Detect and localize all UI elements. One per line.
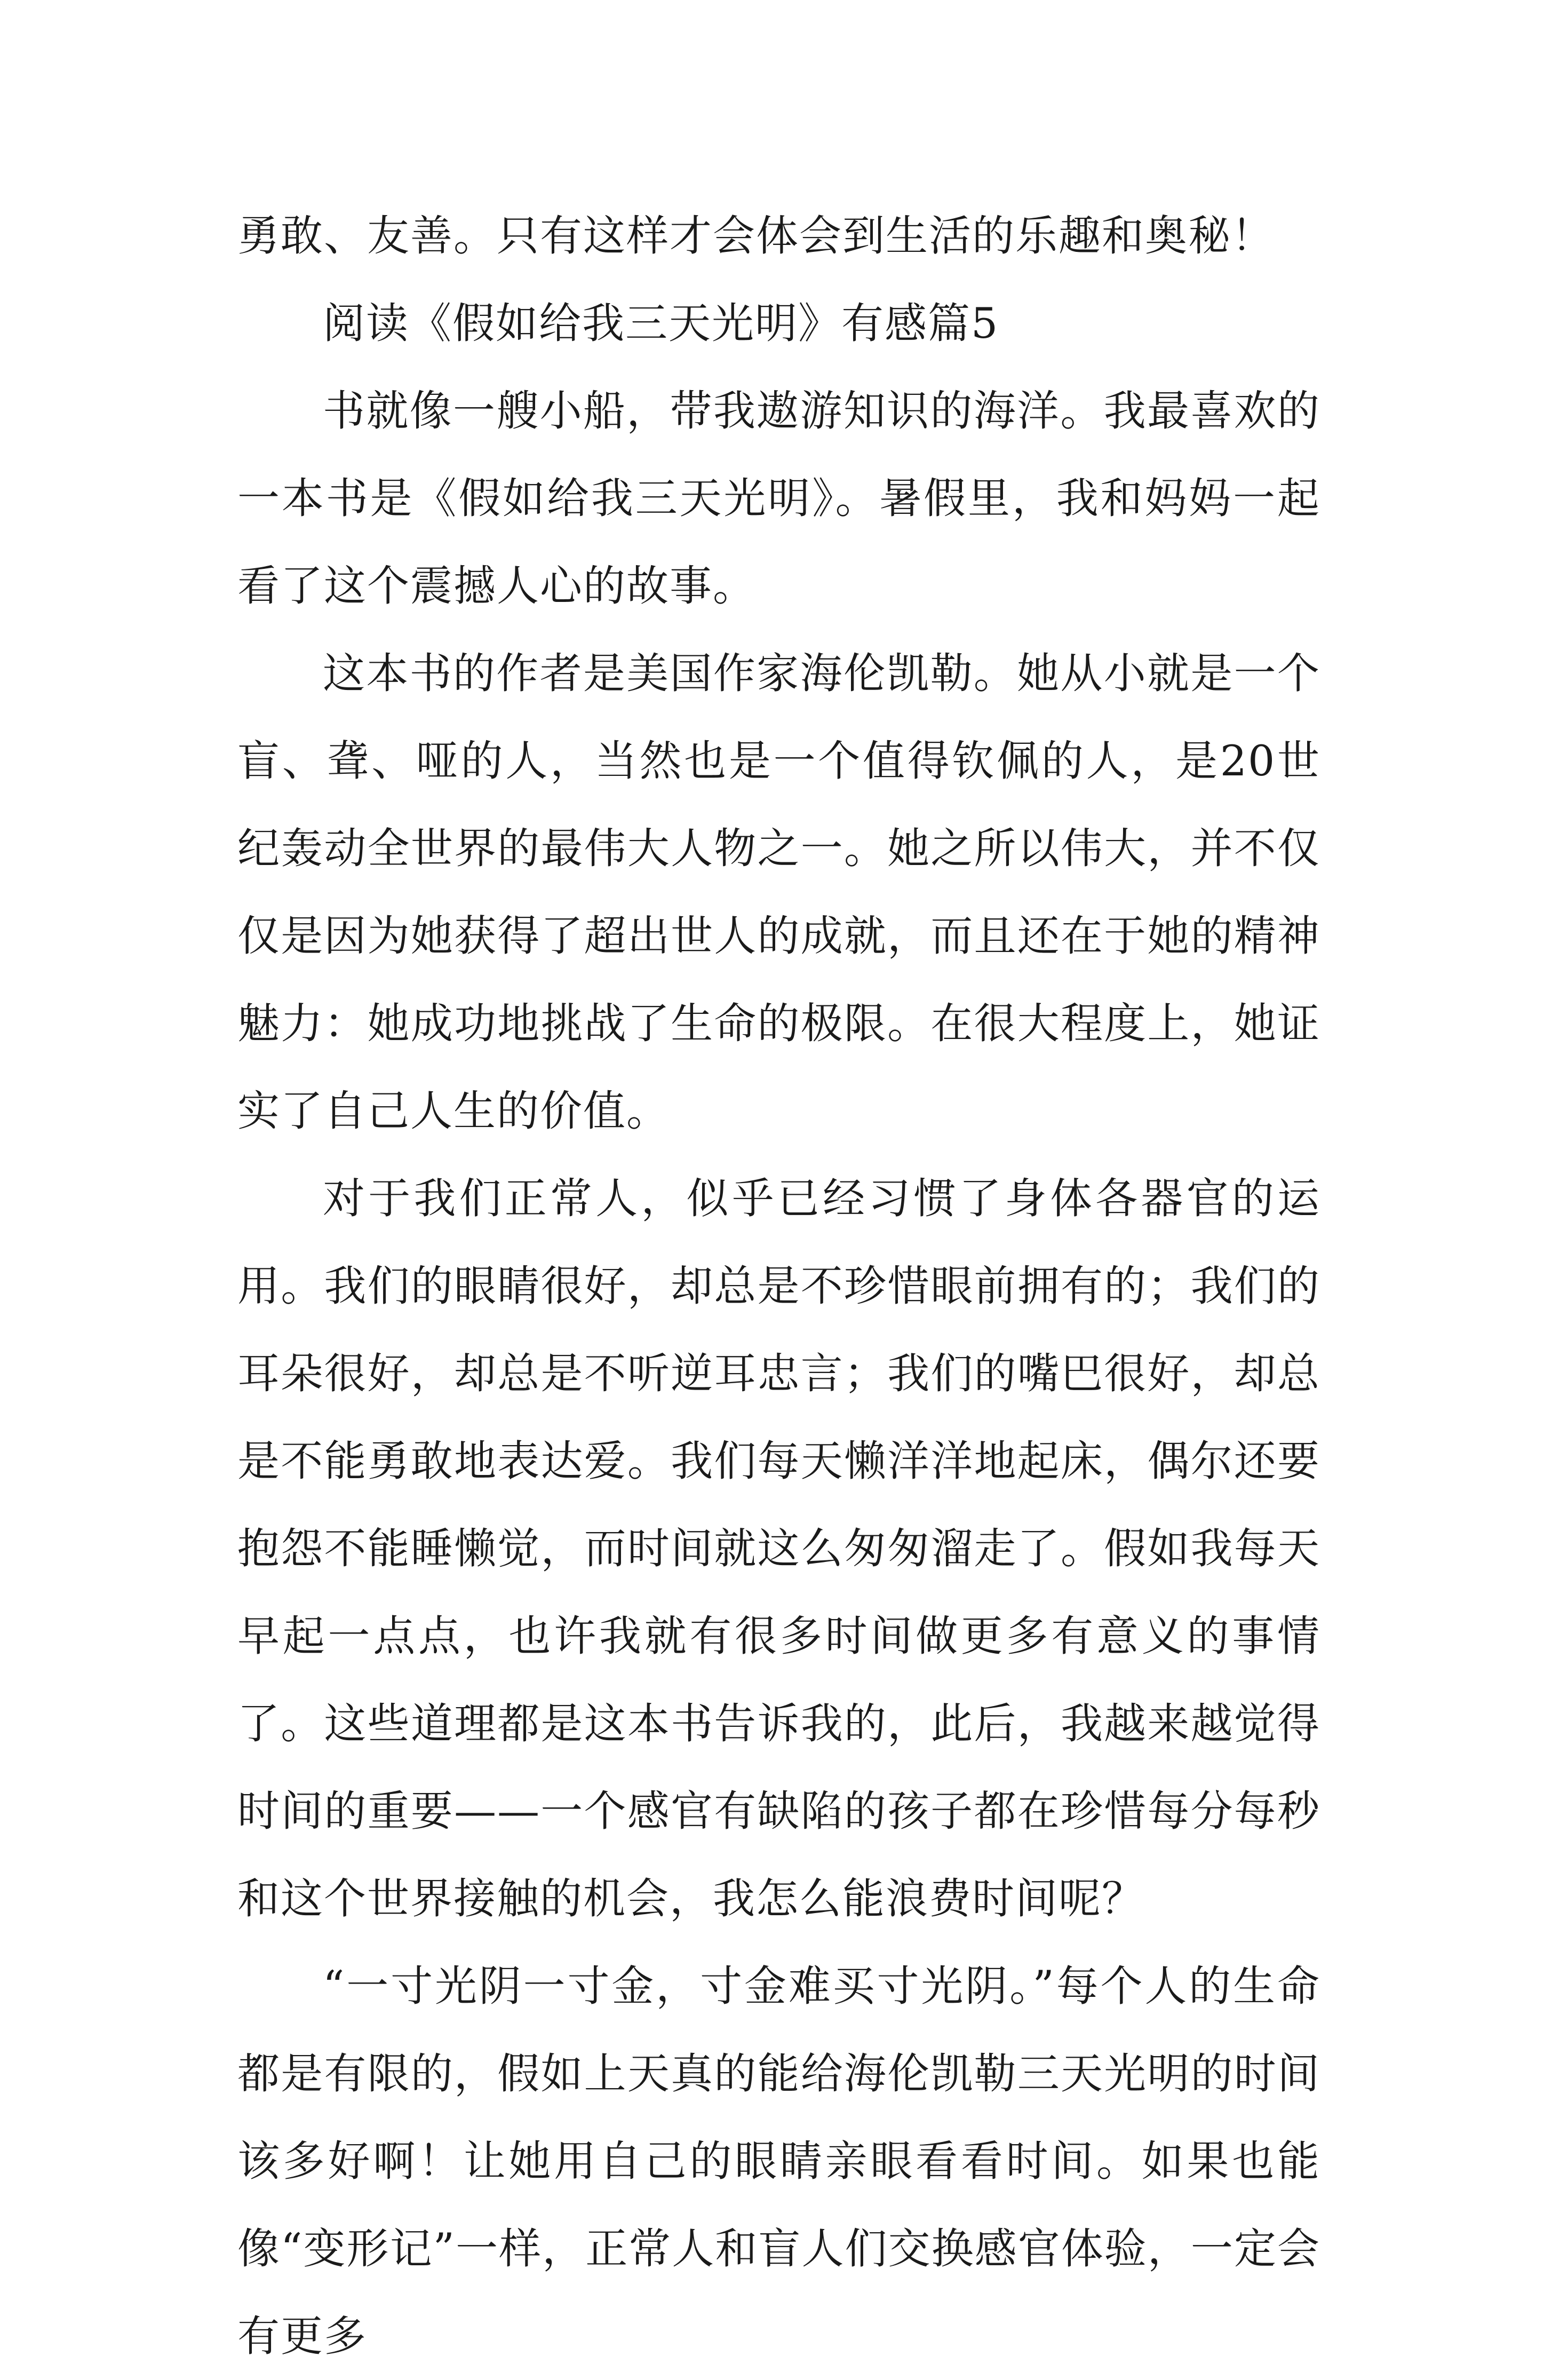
paragraph-continuation: 勇敢、友善。只有这样才会体会到生活的乐趣和奥秘！ <box>237 211 1275 260</box>
paragraph: 书就像一艘小船，带我遨游知识的海洋。我最喜欢的一本书是《假如给我三天光明》。暑假里，我和妈妈一起看了这个震撼人心的故事。 <box>237 386 1320 610</box>
paragraph: 对于我们正常人，似乎已经习惯了身体各器官的运用。我们的眼睛很好，却总是不珍惜眼前拥有的；我们的耳朵很好，却总是不听逆耳忠言；我们的嘴巴很好，却总是不能勇敢地表达爱。我们每天懒洋洋地起床，偶尔还要抱怨不能睡懒觉，而时间就这么匆匆溜走了。假如我每天早起一点点，也许我就有很多时间做更多有意义的事情了。这些道理都是这本书告诉我的，此后，我越来越觉得时间的重要——一个感官有缺陷的孩子都在珍惜每分每秒和这个世界接触的机会，我怎么能浪费时间呢？ <box>237 1174 1320 1923</box>
paragraph: “一寸光阴一寸金，寸金难买寸光阴。”每个人的生命都是有限的，假如上天真的能给海伦凯勒三天光明的时间该多好啊！让她用自己的眼睛亲眼看看时间。如果也能像“变形记”一样，正常人和盲人们交换感官体验，一定会有更多 <box>237 1962 1320 2361</box>
paragraph: 这本书的作者是美国作家海伦凯勒。她从小就是一个盲、聋、哑的人，当然也是一个值得钦佩的人，是20世纪轰动全世界的最伟大人物之一。她之所以伟大，并不仅仅是因为她获得了超出世人的成就，而且还在于她的精神魅力：她成功地挑战了生命的极限。在很大程度上，她证实了自己人生的价值。 <box>237 649 1320 1136</box>
section-heading: 阅读《假如给我三天光明》有感篇5 <box>323 299 999 348</box>
document-body <box>237 192 1320 2380</box>
